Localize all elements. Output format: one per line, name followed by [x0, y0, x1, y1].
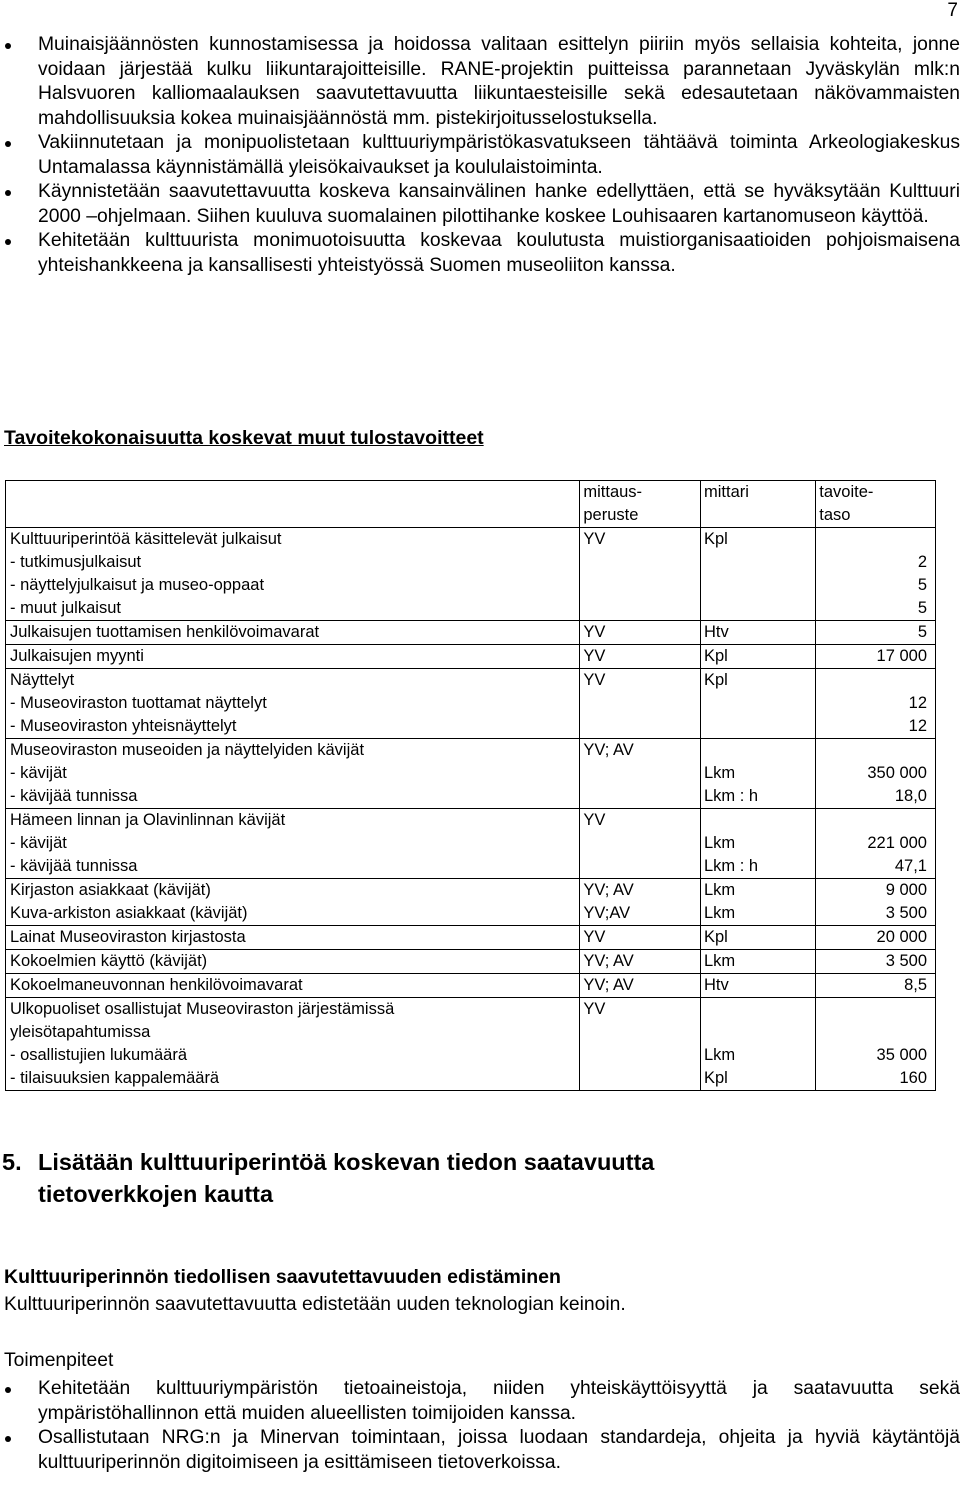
header-label-cell	[6, 481, 580, 528]
bullet-list-bottom	[0, 1377, 960, 1475]
table-header-row	[6, 481, 936, 528]
cell-mittari: Kpl	[701, 528, 816, 621]
bullet-dot	[5, 190, 11, 196]
table-row	[6, 926, 936, 950]
list-item-text: Muinaisjäännösten kunnostamisessa ja hoidossa valitaan esittelyn piiriin myös sellaisia kohteita, jonne voidaan järjestää kulku liikuntarajoitteisille. RANE-projektin puitteissa parannetaan Jyväskylän mlk:n Halsvuoren kalliomaalauksen saavutettavuutta liikuntaesteisille sekä edesautetaan näkövammaisten mahdollisuuksia kokea muinaisjäännöstä mm. pistekirjoitusselostuksella.	[38, 34, 960, 129]
cell-label: Kirjaston asiakkaat (kävijät) Kuva-arkiston asiakkaat (kävijät)	[6, 879, 580, 926]
cell-mittausperuste: YV	[580, 809, 701, 879]
section-title-line2: tietoverkkojen kautta	[38, 1181, 274, 1207]
list-item-text: Kehitetään kulttuuriympäristön tietoaineistoja, niiden yhteiskäyttöisyyttä ja saatavuutta sekä ympäristöhallinnon että muiden alueellisten toimijoiden kanssa.	[38, 1378, 960, 1424]
cell-mittausperuste: YV	[580, 998, 701, 1091]
cell-mittari: Lkm	[701, 950, 816, 974]
bullet-dot	[5, 239, 11, 245]
table-row	[6, 974, 936, 998]
cell-mittari: Htv	[701, 974, 816, 998]
cell-label: Julkaisujen tuottamisen henkilövoimavarat	[6, 621, 580, 645]
list-item-text: Osallistutaan NRG:n ja Minervan toimintaan, joissa luodaan standardeja, ohjeita ja hyviä käytäntöjä kulttuuriperinnön digitoimiseen ja esittämiseen tietoverkoissa.	[38, 1427, 960, 1473]
bullet-list-top	[0, 33, 960, 278]
cell-label: Lainat Museoviraston kirjastosta	[6, 926, 580, 950]
cell-label: Museoviraston museoiden ja näyttelyiden kävijät - kävijät - kävijää tunnissa	[6, 739, 580, 809]
subheading-text: Kulttuuriperinnön saavutettavuutta edistetään uuden teknologian keinoin.	[4, 1294, 626, 1315]
cell-tavoitetaso: 3 500	[816, 950, 936, 974]
cell-tavoitetaso: 35 000 160	[816, 998, 936, 1091]
cell-label: Hämeen linnan ja Olavinlinnan kävijät - kävijät - kävijää tunnissa	[6, 809, 580, 879]
header-mittari: mittari	[701, 481, 816, 528]
table-row	[6, 645, 936, 669]
list-item	[0, 180, 960, 229]
cell-mittari: Kpl	[701, 926, 816, 950]
subheading: Kulttuuriperinnön tiedollisen saavutettavuuden edistäminen	[4, 1266, 561, 1288]
header-tavoitetaso: tavoite- taso	[816, 481, 936, 528]
toimenpiteet-label: Toimenpiteet	[4, 1350, 114, 1371]
cell-label: Näyttelyt - Museoviraston tuottamat näyttelyt - Museoviraston yhteisnäyttelyt	[6, 669, 580, 739]
cell-label: Julkaisujen myynti	[6, 645, 580, 669]
cell-tavoitetaso: 17 000	[816, 645, 936, 669]
table-row	[6, 528, 936, 621]
cell-mittari: Lkm Kpl	[701, 998, 816, 1091]
list-item	[0, 1426, 960, 1475]
cell-mittari: Lkm Lkm : h	[701, 809, 816, 879]
cell-mittari: Htv	[701, 621, 816, 645]
cell-mittari: Lkm Lkm	[701, 879, 816, 926]
table-row	[6, 879, 936, 926]
cell-mittausperuste: YV	[580, 669, 701, 739]
bullet-dot	[5, 1436, 11, 1442]
cell-tavoitetaso: 9 000 3 500	[816, 879, 936, 926]
list-item-text: Vakiinnutetaan ja monipuolistetaan kulttuuriympäristökasvatukseen tähtäävä toiminta Arkeologiakeskus Untamalassa käynnistämällä yleisökaivaukset ja koululaistoiminta.	[38, 132, 960, 178]
cell-label: Kulttuuriperintöä käsittelevät julkaisut - tutkimusjulkaisut - näyttelyjulkaisut ja museo-oppaat - muut julkaisut	[6, 528, 580, 621]
cell-mittausperuste: YV	[580, 645, 701, 669]
cell-tavoitetaso: 5	[816, 621, 936, 645]
table-row	[6, 809, 936, 879]
list-item	[0, 131, 960, 180]
list-item-text: Käynnistetään saavutettavuutta koskeva kansainvälinen hanke edellyttäen, että se hyväksytään Kulttuuri 2000 –ohjelmaan. Siihen kuuluva suomalainen pilottihanke koskee Louhisaaren kartanomuseon käyttöä.	[38, 181, 960, 227]
bullet-dot	[5, 43, 11, 49]
cell-mittausperuste: YV; AV YV;AV	[580, 879, 701, 926]
cell-tavoitetaso: 20 000	[816, 926, 936, 950]
cell-mittari: Kpl	[701, 645, 816, 669]
list-item-text: Kehitetään kulttuurista monimuotoisuutta koskevaa koulutusta muistiorganisaatioiden pohjoismaisena yhteishankkeena ja kansallisesti yhteistyössä Suomen museoliiton kanssa.	[38, 230, 960, 276]
section-title-line1: Lisätään kulttuuriperintöä koskevan tiedon saatavuutta	[38, 1149, 655, 1175]
header-mittausperuste: mittaus- peruste	[580, 481, 701, 528]
cell-tavoitetaso: 350 000 18,0	[816, 739, 936, 809]
cell-mittausperuste: YV; AV	[580, 950, 701, 974]
cell-mittausperuste: YV	[580, 621, 701, 645]
cell-mittausperuste: YV	[580, 528, 701, 621]
cell-mittari: Lkm Lkm : h	[701, 739, 816, 809]
page-number: 7	[947, 0, 958, 21]
list-item	[0, 229, 960, 278]
section-title	[2, 1146, 654, 1210]
section-heading: Tavoitekokonaisuutta koskevat muut tulostavoitteet	[4, 427, 484, 449]
table-row	[6, 621, 936, 645]
table-row	[6, 739, 936, 809]
bullet-dot	[5, 1387, 11, 1393]
cell-tavoitetaso: 2 5 5	[816, 528, 936, 621]
cell-mittausperuste: YV; AV	[580, 739, 701, 809]
cell-mittari: Kpl	[701, 669, 816, 739]
table-row	[6, 950, 936, 974]
bullet-dot	[5, 141, 11, 147]
list-item	[0, 1377, 960, 1426]
table-row	[6, 669, 936, 739]
cell-label: Ulkopuoliset osallistujat Museoviraston järjestämissä yleisötapahtumissa - osallistujien lukumäärä - tilaisuuksien kappalemäärä	[6, 998, 580, 1091]
cell-tavoitetaso: 8,5	[816, 974, 936, 998]
cell-tavoitetaso: 221 000 47,1	[816, 809, 936, 879]
section-number: 5.	[2, 1149, 22, 1175]
list-item	[0, 33, 960, 131]
goals-table	[5, 480, 936, 1091]
cell-mittausperuste: YV; AV	[580, 974, 701, 998]
cell-label: Kokoelmien käyttö (kävijät)	[6, 950, 580, 974]
cell-mittausperuste: YV	[580, 926, 701, 950]
table-row	[6, 998, 936, 1091]
cell-label: Kokoelmaneuvonnan henkilövoimavarat	[6, 974, 580, 998]
cell-tavoitetaso: 12 12	[816, 669, 936, 739]
